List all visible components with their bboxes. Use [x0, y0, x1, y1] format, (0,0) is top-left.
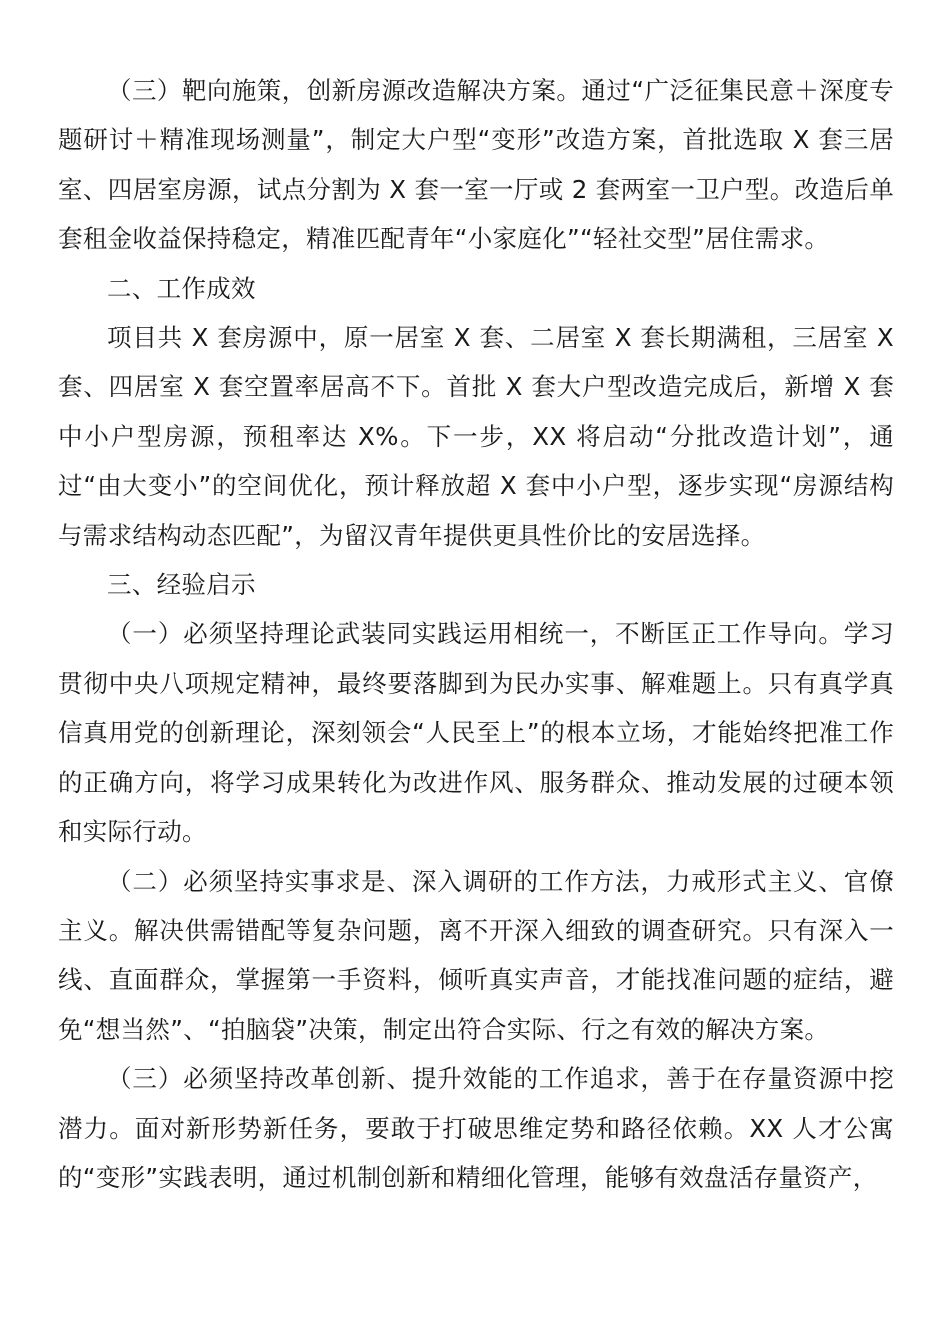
paragraph-targeted-measures: （三）靶向施策，创新房源改造解决方案。通过“广泛征集民意＋深度专题研讨＋精准现场测量”，制定大户型“变形”改造方案，首批选取 X 套三居室、四居室房源，试点分割为 X 套一室一厅或 2 套两室一卫户型。改造后单套租金收益保持稳定，精准匹配青年“小家庭化”“轻社交型”居住需求。 — [58, 76, 894, 254]
section-heading-work-results: 二、工作成效 — [107, 273, 256, 303]
paragraph-lesson-two: （二）必须坚持实事求是、深入调研的工作方法，力戒形式主义、官僚主义。解决供需错配等复杂问题，离不开深入细致的调查研究。只有深入一线、直面群众，掌握第一手资料，倾听真实声音，才能找准问题的症结，避免“想当然”、“拍脑袋”决策，制定出符合实际、行之有效的解决方案。 — [58, 866, 894, 1044]
paragraph-lesson-three: （三）必须坚持改革创新、提升效能的工作追求，善于在存量资源中挖潜力。面对新形势新任务，要敢于打破思维定势和路径依赖。XX 人才公寓的“变形”实践表明，通过机制创新和精细化管理，能够有效盘活存量资产， — [58, 1064, 894, 1192]
document-body — [58, 66, 894, 1202]
paragraph-work-results: 项目共 X 套房源中，原一居室 X 套、二居室 X 套长期满租，三居室 X 套、四居室 X 套空置率居高不下。首批 X 套大户型改造完成后，新增 X 套中小户型房源，预租率达 X%。下一步，XX 将启动“分批改造计划”，通过“由大变小”的空间优化，预计释放超 X 套中小户型，逐步实现“房源结构与需求结构动态匹配”，为留汉青年提供更具性价比的安居选择。 — [58, 323, 894, 550]
paragraph-lesson-one: （一）必须坚持理论武装同实践运用相统一，不断匡正工作导向。学习贯彻中央八项规定精神，最终要落脚到为民办实事、解难题上。只有真学真信真用党的创新理论，深刻领会“人民至上”的根本立场，才能始终把准工作的正确方向，将学习成果转化为改进作风、服务群众、推动发展的过硬本领和实际行动。 — [58, 619, 894, 847]
section-heading-lessons: 三、经验启示 — [107, 570, 256, 600]
